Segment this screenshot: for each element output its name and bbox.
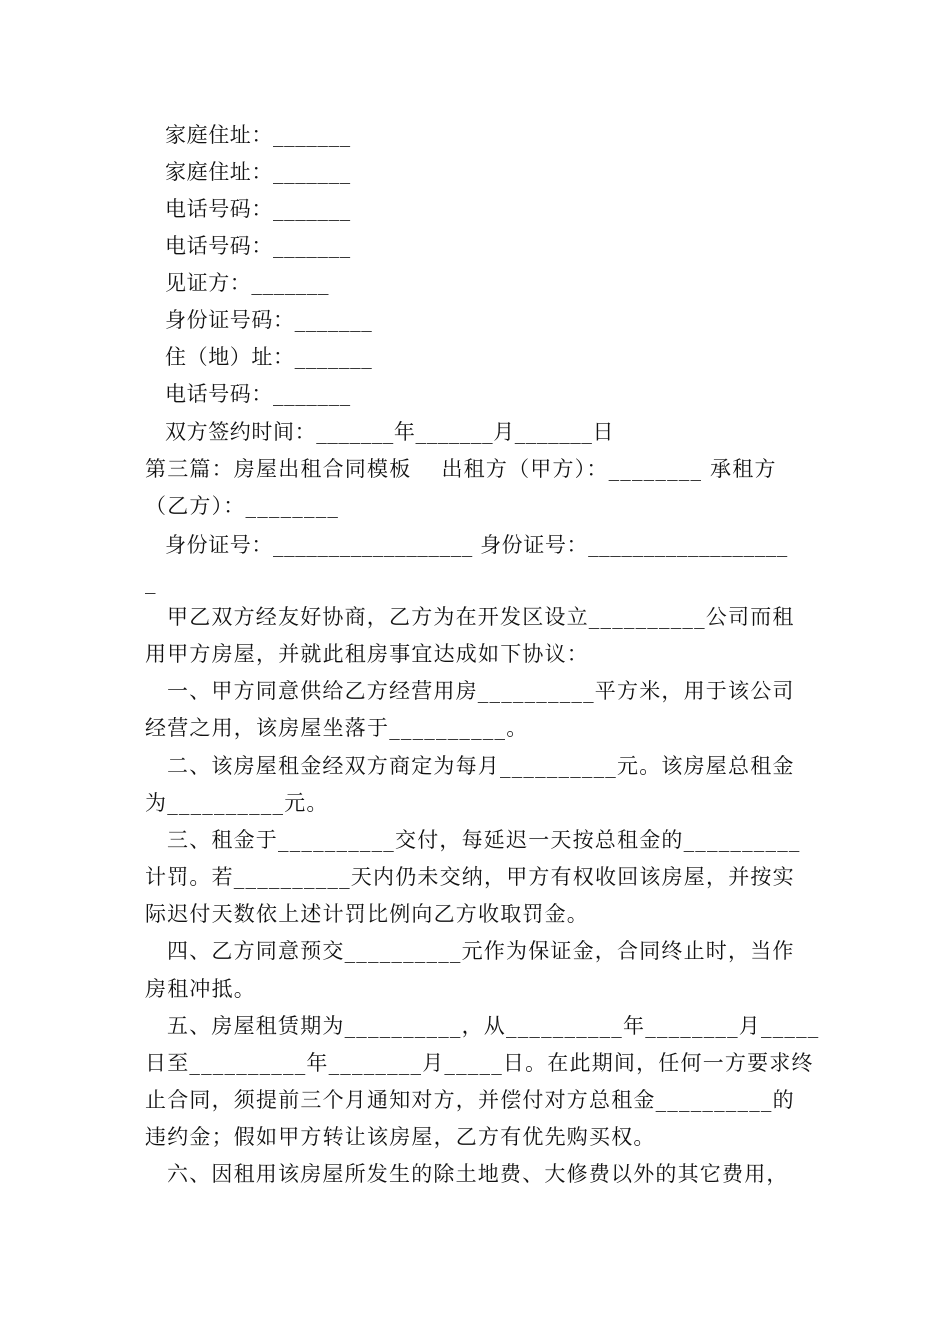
clause-four-line-2: 房租冲抵。 (145, 977, 256, 1001)
residence-address-line: 住（地）址：_______ (165, 345, 373, 369)
clause-two-line-1: 二、该房屋租金经双方商定为每月__________元。该房屋总租金 (167, 754, 795, 778)
id-numbers-line: 身份证号：__________________ 身份证号：__________________ (165, 533, 788, 557)
underscore-continuation: _ (145, 570, 157, 594)
clause-three-line-1: 三、租金于__________交付，每延迟一天按总租金的__________ (167, 828, 801, 852)
phone-number-line-3: 电话号码：_______ (165, 382, 351, 406)
clause-five-line-2: 日至__________年________月_____日。在此期间，任何一方要求终 (145, 1051, 814, 1075)
agreement-intro-line-2: 用甲方房屋，并就此租房事宜达成如下协议： (145, 642, 589, 666)
clause-four-line-1: 四、乙方同意预交__________元作为保证金，合同终止时，当作 (167, 939, 795, 963)
signing-date-line: 双方签约时间：_______年_______月_______日 (165, 420, 615, 444)
clause-six-line-1: 六、因租用该房屋所发生的除土地费、大修费以外的其它费用， (167, 1162, 789, 1186)
lessee-line: （乙方）：________ (145, 494, 340, 518)
id-number-line: 身份证号码：_______ (165, 308, 373, 332)
clause-three-line-3: 际迟付天数依上述计罚比例向乙方收取罚金。 (145, 902, 589, 926)
home-address-line-1: 家庭住址：_______ (165, 123, 351, 147)
witness-line: 见证方：_______ (165, 271, 330, 295)
clause-five-line-1: 五、房屋租赁期为__________，从__________年________月_____ (167, 1014, 820, 1038)
clause-five-line-3: 止合同，须提前三个月通知对方，并偿付对方总租金__________的 (145, 1088, 795, 1112)
phone-number-line-1: 电话号码：_______ (165, 197, 351, 221)
clause-one-line-2: 经营之用，该房屋坐落于__________。 (145, 716, 529, 740)
clause-one-line-1: 一、甲方同意供给乙方经营用房__________平方米，用于该公司 (167, 679, 795, 703)
home-address-line-2: 家庭住址：_______ (165, 160, 351, 184)
phone-number-line-2: 电话号码：_______ (165, 234, 351, 258)
agreement-intro-line-1: 甲乙双方经友好协商，乙方为在开发区设立__________公司而租 (167, 605, 795, 629)
clause-two-line-2: 为__________元。 (145, 791, 329, 815)
clause-three-line-2: 计罚。若__________天内仍未交纳，甲方有权收回该房屋，并按实 (145, 865, 795, 889)
chapter-three-heading: 第三篇：房屋出租合同模板 出租方（甲方）：________ 承租方 (145, 457, 777, 481)
clause-five-line-4: 违约金；假如甲方转让该房屋，乙方有优先购买权。 (145, 1125, 656, 1149)
